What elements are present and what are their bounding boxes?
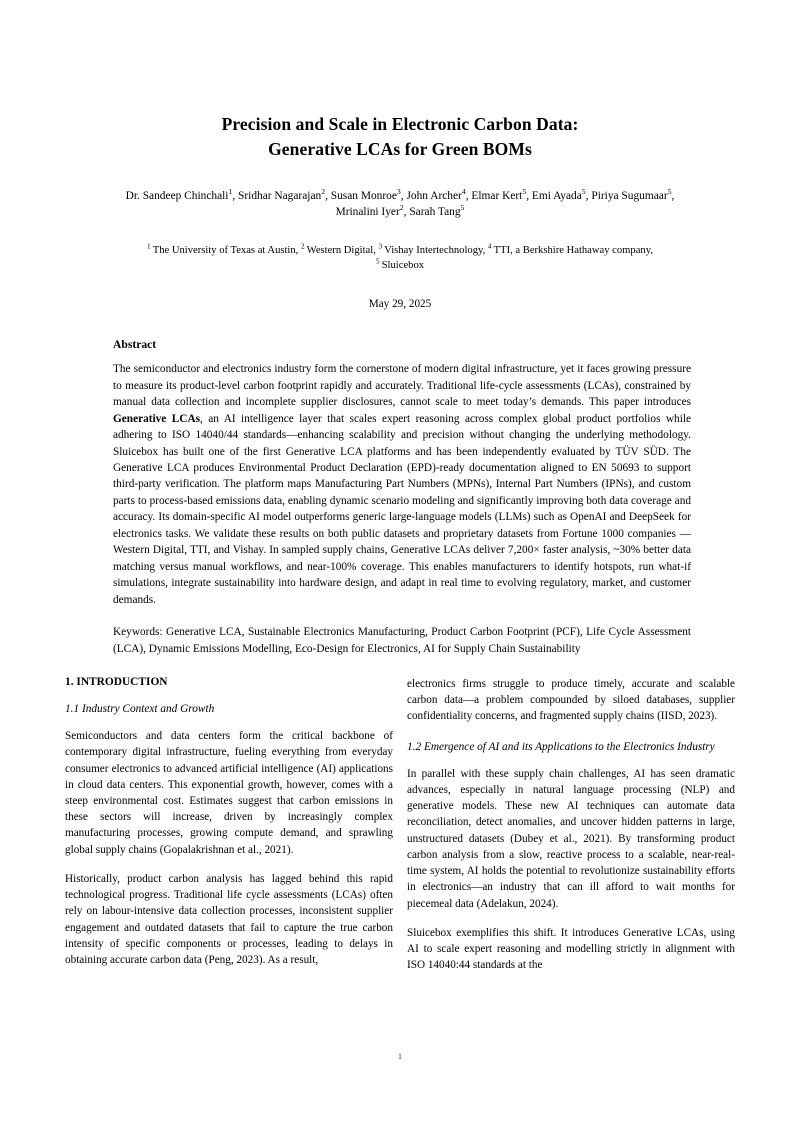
body-columns <box>65 676 735 974</box>
abstract-heading: Abstract <box>113 338 157 352</box>
title-line-2: Generative LCAs for Green BOMs <box>268 138 532 159</box>
abstract-bold-term: Generative LCAs <box>113 412 200 425</box>
author-line-2: Mrinalini Iyer$^2$, Sarah Tang$^5$ <box>335 203 465 219</box>
page-title <box>80 112 720 162</box>
title-block <box>0 0 800 310</box>
abstract-section <box>113 338 691 657</box>
right-column <box>407 676 735 974</box>
keywords-text: Keywords: Generative LCA, Sustainable Electronics Manufacturing, Product Carbon Footprint (PCF), Life Cycle Assessment (LCA), Dynamic Emissions Modelling, Eco-Design for Electronics, AI for Supply Chain Sustainability <box>113 626 691 655</box>
title-line-1: Precision and Scale in Electronic Carbon Data: <box>221 114 579 134</box>
publication-date: May 29, 2025 <box>368 298 432 311</box>
abstract-part-1: The semiconductor and electronics industry form the cornerstone of modern digital infrastructure, yet it faces growing pressure to measure its product-level carbon footprint rapidly and accurately. Traditional life-cycle assessments (LCAs), constrained by manual data collection and incomplete supplier disclosures, cannot scale to meet today’s demands. This paper introduces <box>113 363 691 409</box>
paragraph: Semiconductors and data centers form the critical backbone of contemporary digital infrastructure, fueling everything from everyday consumer electronics to advanced artificial intelligence (AI) applications in cloud data centers. This exponential growth, however, comes with a steep environmental cost. Estimates suggest that carbon emissions in these sectors will increase, driven by increasingly complex manufacturing processes, growing compute demand, and sprawling global supply chains (Gopalakrishnan et al., 2021). <box>65 730 393 856</box>
paragraph: Sluicebox exemplifies this shift. It introduces Generative LCAs, using AI to scale expert reasoning and modelling strictly in alignment with ISO 14040:44 standards at the <box>407 926 735 972</box>
section-heading-introduction: 1. INTRODUCTION <box>65 676 168 688</box>
paragraph: In parallel with these supply chain challenges, AI has seen dramatic advances, especially in natural language processing (NLP) and generative models. These new AI techniques can automate data reconciliation, detect anomalies, and uncover hidden patterns in large, unstructured datasets (Dubey et al., 2021). By transforming product carbon analysis from a slow, reactive process to a scalable, near-real-time system, AI holds the potential to revolutionize sustainability efforts in electronics—an industry that can ill afford to wait months for piecemeal data (Adelakun, 2024). <box>407 767 735 910</box>
paragraph: electronics firms struggle to produce timely, accurate and scalable carbon data—a problem compounded by siloed databases, supplier confidentiality concerns, and fragmented supply chains (IISD, 2023). <box>407 678 735 723</box>
abstract-text <box>113 361 691 608</box>
page-number: 1 <box>397 1052 403 1061</box>
paragraph: Historically, product carbon analysis has lagged behind this rapid technological progress. Traditional life cycle assessments (LCAs) often rely on labour-intensive data collection processes, inconsistent supplier engagement and outdated datasets that fail to capture the true carbon intensity of specific components or processes, leading to delays in obtaining accurate carbon data (Peng, 2023). As a result, <box>65 872 393 967</box>
affiliation-line-1: $^1$ The University of Texas at Austin, $^2$ Western Digital, $^3$ Vishay Intertechnology, $^4$ TTI, a Berkshire Hathaway company, <box>147 242 653 256</box>
affiliation-list <box>75 243 725 274</box>
subsection-heading-1-1: 1.1 Industry Context and Growth <box>65 703 215 715</box>
author-line-1: Dr. Sandeep Chinchali$^1$, Sridhar Nagarajan$^2$, Susan Monroe$^3$, John Archer$^4$, Elmar Kert$^5$, Emi Ayada$^5$, Piriya Sugumaar$^5$, <box>125 186 675 202</box>
subsection-heading-1-2: 1.2 Emergence of AI and its Applications to the Electronics Industry <box>407 740 715 753</box>
author-list <box>70 188 730 221</box>
abstract-part-2: , an AI intelligence layer that scales expert reasoning across complex global product portfolios while adhering to ISO 14040/44 standards—enhancing scalability and precision without changing the underlying methodology. Sluicebox has built one of the first Generative LCA platforms and has been independently evaluated by TÜV SÜD. The Generative LCA produces Environmental Product Declaration (EPD)-ready documentation aligned to EN 50693 to support third-party verification. The platform maps Manufacturing Part Numbers (MPNs), Internal Part Numbers (IPNs), and custom parts to process-based emissions data, enabling dynamic scenario modeling and significantly improving both data coverage and accuracy. Its domain-specific AI model outperforms generic large-language models (LLMs) such as OpenAI and DeepSeek for electronics tasks. We validate these results on both public datasets and proprietary datasets from Fortune 1000 companies — Western Digital, TTI, and Vishay. In sampled supply chains, Generative LCAs deliver 7,200× faster analysis, ~30% better data matching versus manual workflows, and near-100% coverage. This enables manufacturers to identify hotspots, run what-if simulations, integrate sustainability into hardware design, and adapt in real time to evolving regulatory, market, and customer demands. <box>113 412 691 606</box>
affiliation-line-2: $^5$ Sluicebox <box>375 257 425 272</box>
left-column <box>65 676 393 974</box>
